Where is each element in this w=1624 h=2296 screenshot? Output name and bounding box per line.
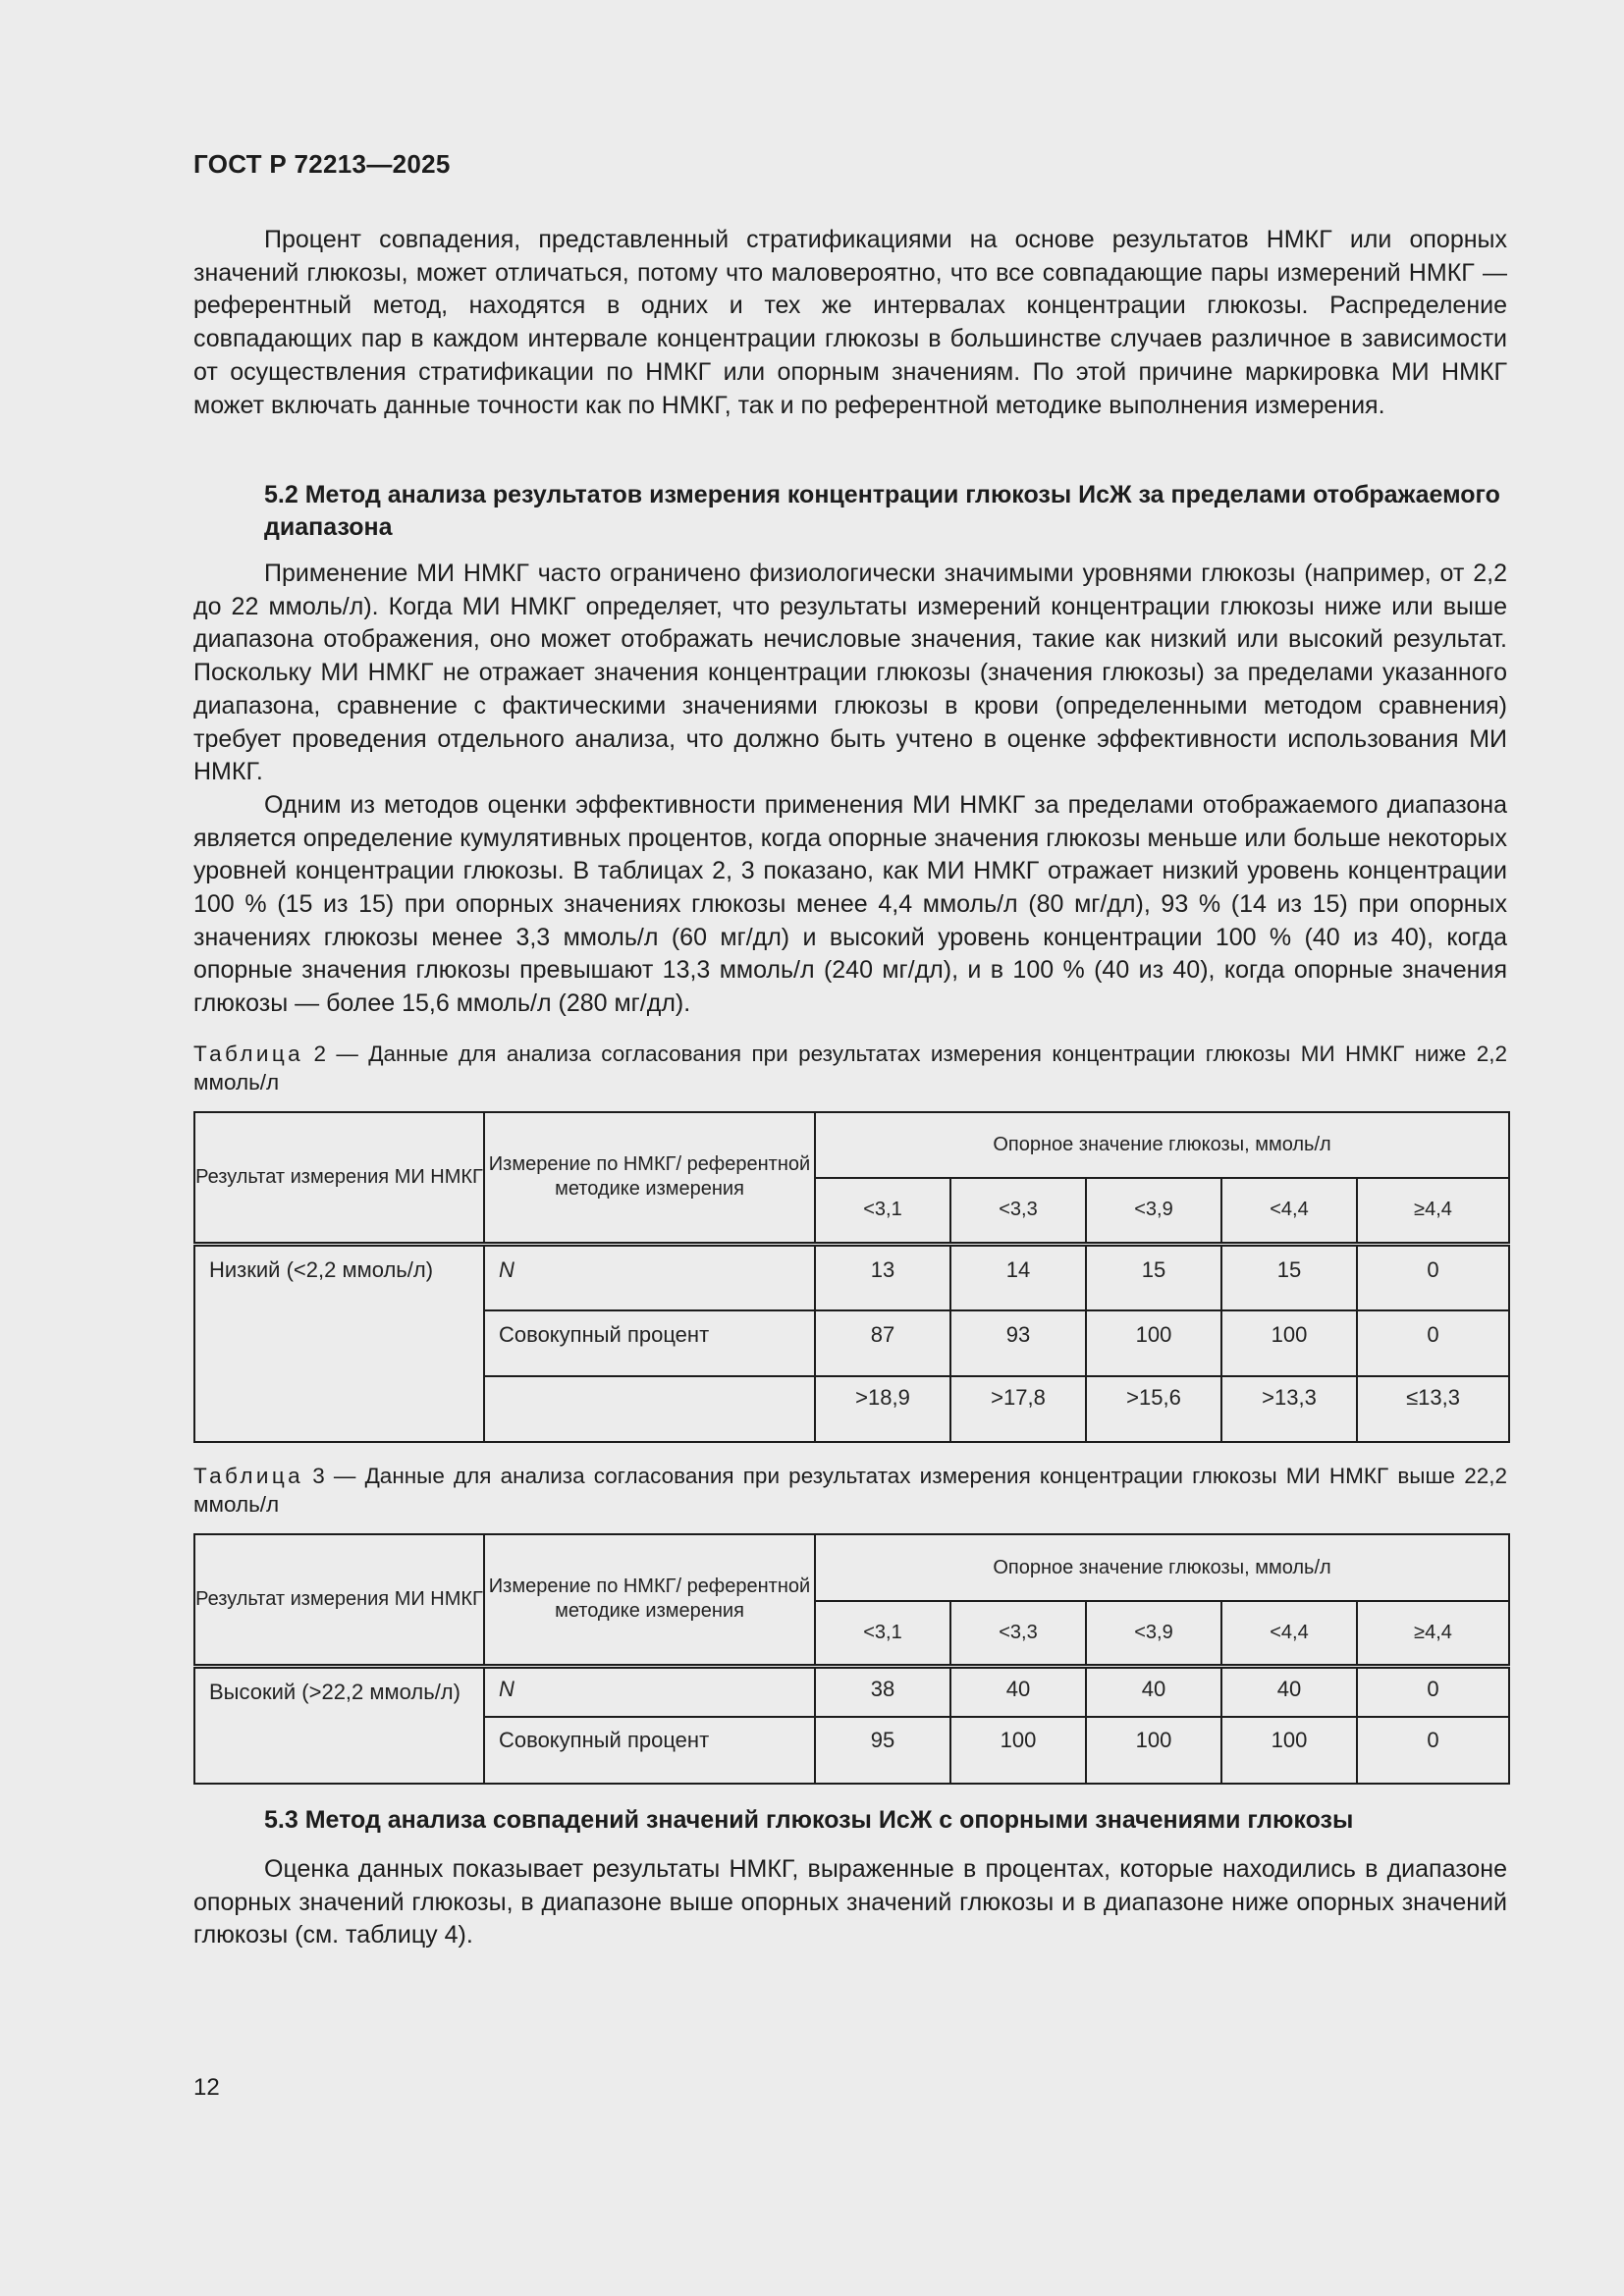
- column-header: Измерение по НМКГ/ референтной методике измерения: [484, 1112, 815, 1244]
- table-row: [194, 1244, 1509, 1310]
- table-caption-text: 3 — Данные для анализа согласования при результатах измерения концентрации глюкозы МИ НМКГ выше 22,2 ммоль/л: [193, 1464, 1507, 1517]
- row-group-label: Низкий (<2,2 ммоль/л): [194, 1244, 484, 1442]
- table-cell: 100: [1086, 1717, 1221, 1784]
- paragraph: Применение МИ НМКГ часто ограничено физиологически значимыми уровнями глюкозы (например, от 2,2 до 22 ммоль/л). Когда МИ НМКГ определяет, что результаты измерений концентрации глюкозы ниже или выше диапазона отображения, оно может отображать нечисловые значения, такие как низкий или высокий результат. Поскольку МИ НМКГ не отражает значения концентрации глюкозы (значения глюкозы) за пределами указанного диапазона, сравнение с фактическими значениями глюкозы в крови (определенными методом сравнения) требует проведения отдельного анализа, что должно быть учтено в оценке эффективности использования МИ НМКГ.: [193, 560, 1507, 786]
- table-cell: 40: [1221, 1666, 1357, 1717]
- row-label: N: [484, 1244, 815, 1310]
- subcolumn-header: <3,9: [1086, 1601, 1221, 1666]
- subcolumn-header: ≥4,4: [1357, 1601, 1509, 1666]
- subcolumn-header: <3,3: [950, 1178, 1086, 1244]
- table-caption: [193, 1462, 1507, 1519]
- section-heading: 5.3 Метод анализа совпадений значений глюкозы ИсЖ с опорными значениями глюкозы: [264, 1806, 1354, 1834]
- table-cell: 15: [1221, 1244, 1357, 1310]
- table-cell: >18,9: [815, 1376, 950, 1442]
- table-caption: [193, 1040, 1507, 1096]
- table-cell: >17,8: [950, 1376, 1086, 1442]
- row-label: Совокупный процент: [484, 1717, 815, 1784]
- table-cell: 0: [1357, 1717, 1509, 1784]
- table-cell: 15: [1086, 1244, 1221, 1310]
- table-cell: 100: [950, 1717, 1086, 1784]
- paragraph: Одним из методов оценки эффективности применения МИ НМКГ за пределами отображаемого диапазона является определение кумулятивных процентов, когда опорные значения глюкозы меньше или больше некоторых уровней концентрации глюкозы. В таблицах 2, 3 показано, как МИ НМКГ отражает низкий уровень концентрации 100 % (15 из 15) при опорных значениях глюкозы менее 4,4 ммоль/л (80 мг/дл), 93 % (14 из 15) при опорных значениях глюкозы менее 3,3 ммоль/л (60 мг/дл) и высокий уровень концентрации 100 % (40 из 40), когда опорные значения глюкозы превышают 13,3 ммоль/л (240 мг/дл), и в 100 % (40 из 40), когда опорные значения глюкозы — более 15,6 ммоль/л (280 мг/дл).: [193, 790, 1507, 1018]
- table-cell: >15,6: [1086, 1376, 1221, 1442]
- section-5-2-heading-block: [193, 479, 1507, 544]
- column-header: Результат измерения МИ НМКГ: [194, 1112, 484, 1244]
- table-cell: 38: [815, 1666, 950, 1717]
- table-3-caption-block: [193, 1462, 1507, 1519]
- table-caption-word: Таблица: [193, 1464, 304, 1488]
- column-header: Результат измерения МИ НМКГ: [194, 1534, 484, 1666]
- subcolumn-header: <4,4: [1221, 1178, 1357, 1244]
- subcolumn-header: <4,4: [1221, 1601, 1357, 1666]
- section-5-3-heading-block: [193, 1804, 1507, 1837]
- paragraph: Оценка данных показывает результаты НМКГ, выраженные в процентах, которые находились в диапазоне опорных значений глюкозы, в диапазоне выше опорных значений глюкозы и в диапазоне ниже опорных значений глюкозы (см. таблицу 4).: [193, 1855, 1507, 1949]
- paragraph-2-block: [193, 558, 1507, 1021]
- table-caption-text: 2 — Данные для анализа согласования при результатах измерения концентрации глюкозы МИ НМКГ ниже 2,2 ммоль/л: [193, 1041, 1507, 1095]
- table-cell: 0: [1357, 1666, 1509, 1717]
- column-group-header: Опорное значение глюкозы, ммоль/л: [815, 1112, 1509, 1178]
- table-cell: 87: [815, 1310, 950, 1376]
- table-row: [194, 1666, 1509, 1717]
- table-cell: 40: [950, 1666, 1086, 1717]
- subcolumn-header: <3,1: [815, 1601, 950, 1666]
- table-cell: 100: [1086, 1310, 1221, 1376]
- row-label: N: [484, 1666, 815, 1717]
- page-number: 12: [193, 2074, 220, 2101]
- row-label: [484, 1376, 815, 1442]
- table-cell: ≤13,3: [1357, 1376, 1509, 1442]
- document-code: ГОСТ Р 72213—2025: [193, 149, 451, 179]
- table-2-caption-block: [193, 1040, 1507, 1096]
- table-cell: 40: [1086, 1666, 1221, 1717]
- paragraph-4-block: [193, 1853, 1507, 1952]
- table-cell: 0: [1357, 1244, 1509, 1310]
- table-cell: 95: [815, 1717, 950, 1784]
- table-cell: >13,3: [1221, 1376, 1357, 1442]
- table-3: [193, 1533, 1510, 1785]
- subcolumn-header: <3,3: [950, 1601, 1086, 1666]
- table-header-row: [194, 1112, 1509, 1178]
- table-header-row: [194, 1534, 1509, 1601]
- table-cell: 13: [815, 1244, 950, 1310]
- row-group-label: Высокий (>22,2 ммоль/л): [194, 1666, 484, 1784]
- subcolumn-header: ≥4,4: [1357, 1178, 1509, 1244]
- table-cell: 93: [950, 1310, 1086, 1376]
- column-header: Измерение по НМКГ/ референтной методике измерения: [484, 1534, 815, 1666]
- row-label: Совокупный процент: [484, 1310, 815, 1376]
- section-heading: 5.2 Метод анализа результатов измерения концентрации глюкозы ИсЖ за пределами отображаемого диапазона: [264, 481, 1500, 541]
- column-group-header: Опорное значение глюкозы, ммоль/л: [815, 1534, 1509, 1601]
- subcolumn-header: <3,1: [815, 1178, 950, 1244]
- table-cell: 100: [1221, 1717, 1357, 1784]
- table-cell: 0: [1357, 1310, 1509, 1376]
- paragraph: Процент совпадения, представленный стратификациями на основе результатов НМКГ или опорных значений глюкозы, может отличаться, потому что маловероятно, что все совпадающие пары измерений НМКГ — референтный метод, находятся в одних и тех же интервалах концентрации глюкозы. Распределение совпадающих пар в каждом интервале концентрации глюкозы в большинстве случаев различное в зависимости от осуществления стратификации по НМКГ или опорным значениям. По этой причине маркировка МИ НМКГ может включать данные точности как по НМКГ, так и по референтной методике выполнения измерения.: [193, 226, 1507, 419]
- table-2: [193, 1111, 1510, 1443]
- table-caption-word: Таблица: [193, 1041, 304, 1066]
- paragraph-1-block: [193, 224, 1507, 422]
- table-cell: 100: [1221, 1310, 1357, 1376]
- subcolumn-header: <3,9: [1086, 1178, 1221, 1244]
- table-cell: 14: [950, 1244, 1086, 1310]
